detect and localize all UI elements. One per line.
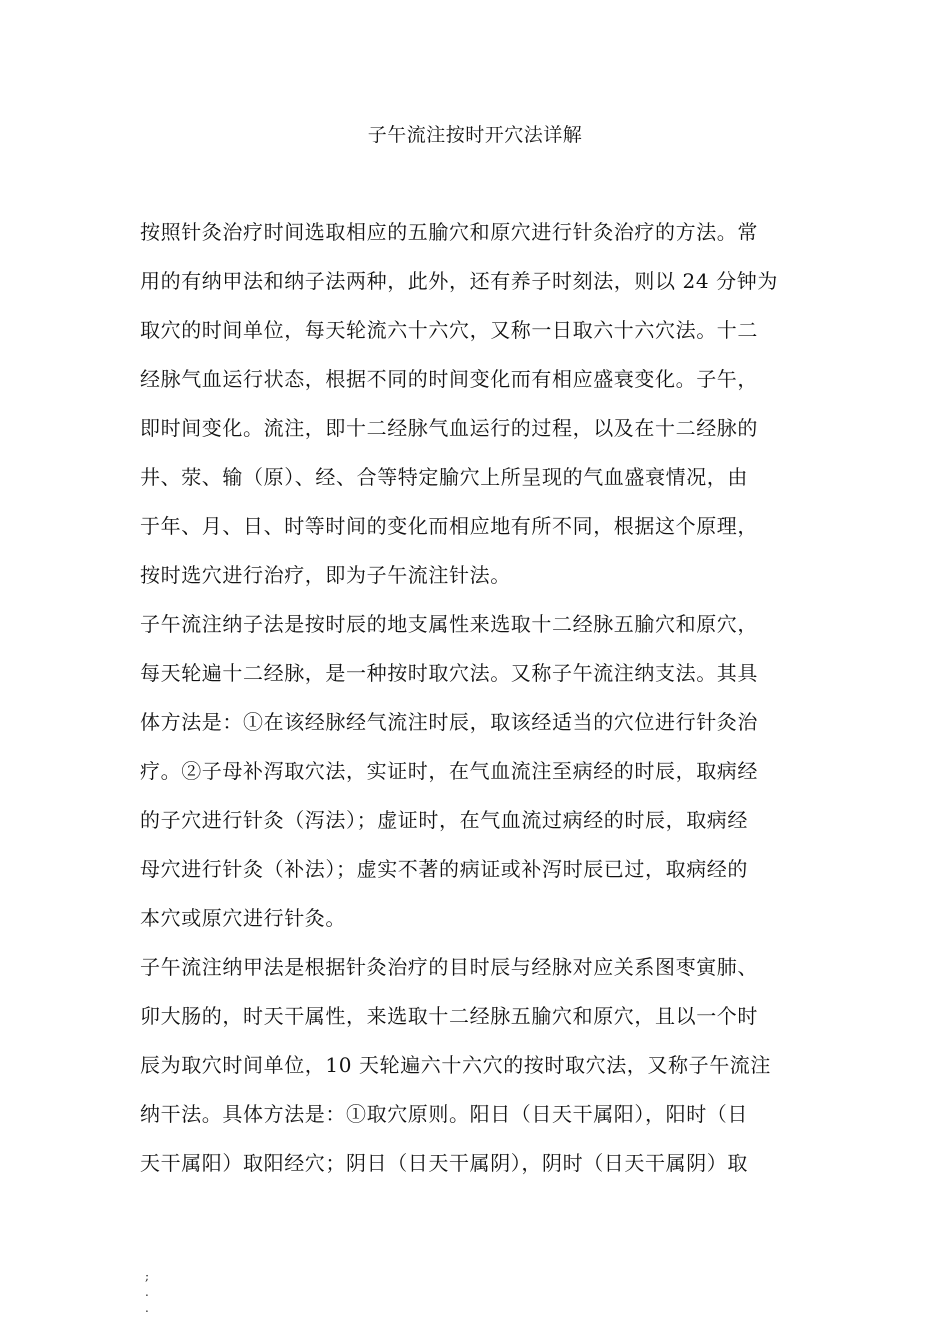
- text-line: 母穴进行针灸（补法）；虚实不著的病证或补泻时辰已过，取病经的: [140, 857, 748, 881]
- text-line: 于年、月、日、时等时间的变化而相应地有所不同，根据这个原理，: [140, 514, 758, 538]
- footer-mark: .: [145, 1301, 149, 1315]
- text-line: 本穴或原穴进行针灸。: [140, 906, 346, 930]
- text-line: 子午流注纳甲法是根据针灸治疗的目时辰与经脉对应关系图枣寅肺、: [140, 955, 758, 979]
- footer-mark: ;: [145, 1269, 150, 1283]
- text-line: 经脉气血运行状态，根据不同的时间变化而有相应盛衰变化。子午，: [140, 367, 758, 391]
- text-line: 按照针灸治疗时间选取相应的五腧穴和原穴进行针灸治疗的方法。常: [140, 220, 758, 244]
- text-line: 即时间变化。流注，即十二经脉气血运行的过程，以及在十二经脉的: [140, 416, 758, 440]
- footer-mark: .: [145, 1285, 149, 1299]
- text-line: 体方法是：①在该经脉经气流注时辰，取该经适当的穴位进行针灸治: [140, 710, 758, 734]
- text-line: 子午流注纳子法是按时辰的地支属性来选取十二经脉五腧穴和原穴，: [140, 612, 758, 636]
- text-line: 井、荥、输（原）、经、合等特定腧穴上所呈现的气血盛衰情况，由: [140, 465, 748, 489]
- text-line: 天干属阳）取阳经穴；阴日（日天干属阴），阴时（日天干属阴）取: [140, 1151, 748, 1175]
- text-line: 的子穴进行针灸（泻法）；虚证时，在气血流过病经的时辰，取病经: [140, 808, 748, 832]
- footer-marks: [145, 1268, 149, 1316]
- text-line: 每天轮遍十二经脉，是一种按时取穴法。又称子午流注纳支法。其具: [140, 661, 758, 685]
- text-line: 纳干法。具体方法是：①取穴原则。阳日（日天干属阳），阳时（日: [140, 1102, 748, 1126]
- text-line: 卯大肠的，时天干属性，来选取十二经脉五腧穴和原穴，且以一个时: [140, 1004, 758, 1028]
- text-line: 按时选穴进行治疗，即为子午流注针法。: [140, 563, 511, 587]
- text-line: 辰为取穴时间单位，10 天轮遍六十六穴的按时取穴法，又称子午流注: [140, 1053, 772, 1077]
- document-body: [140, 208, 830, 1188]
- text-line: 用的有纳甲法和纳子法两种，此外，还有养子时刻法，则以 24 分钟为: [140, 269, 778, 293]
- text-line: 取穴的时间单位，每天轮流六十六穴，又称一日取六十六穴法。十二: [140, 318, 758, 342]
- document-title: 子午流注按时开穴法详解: [367, 124, 583, 146]
- text-line: 疗。②子母补泻取穴法，实证时，在气血流注至病经的时辰，取病经: [140, 759, 758, 783]
